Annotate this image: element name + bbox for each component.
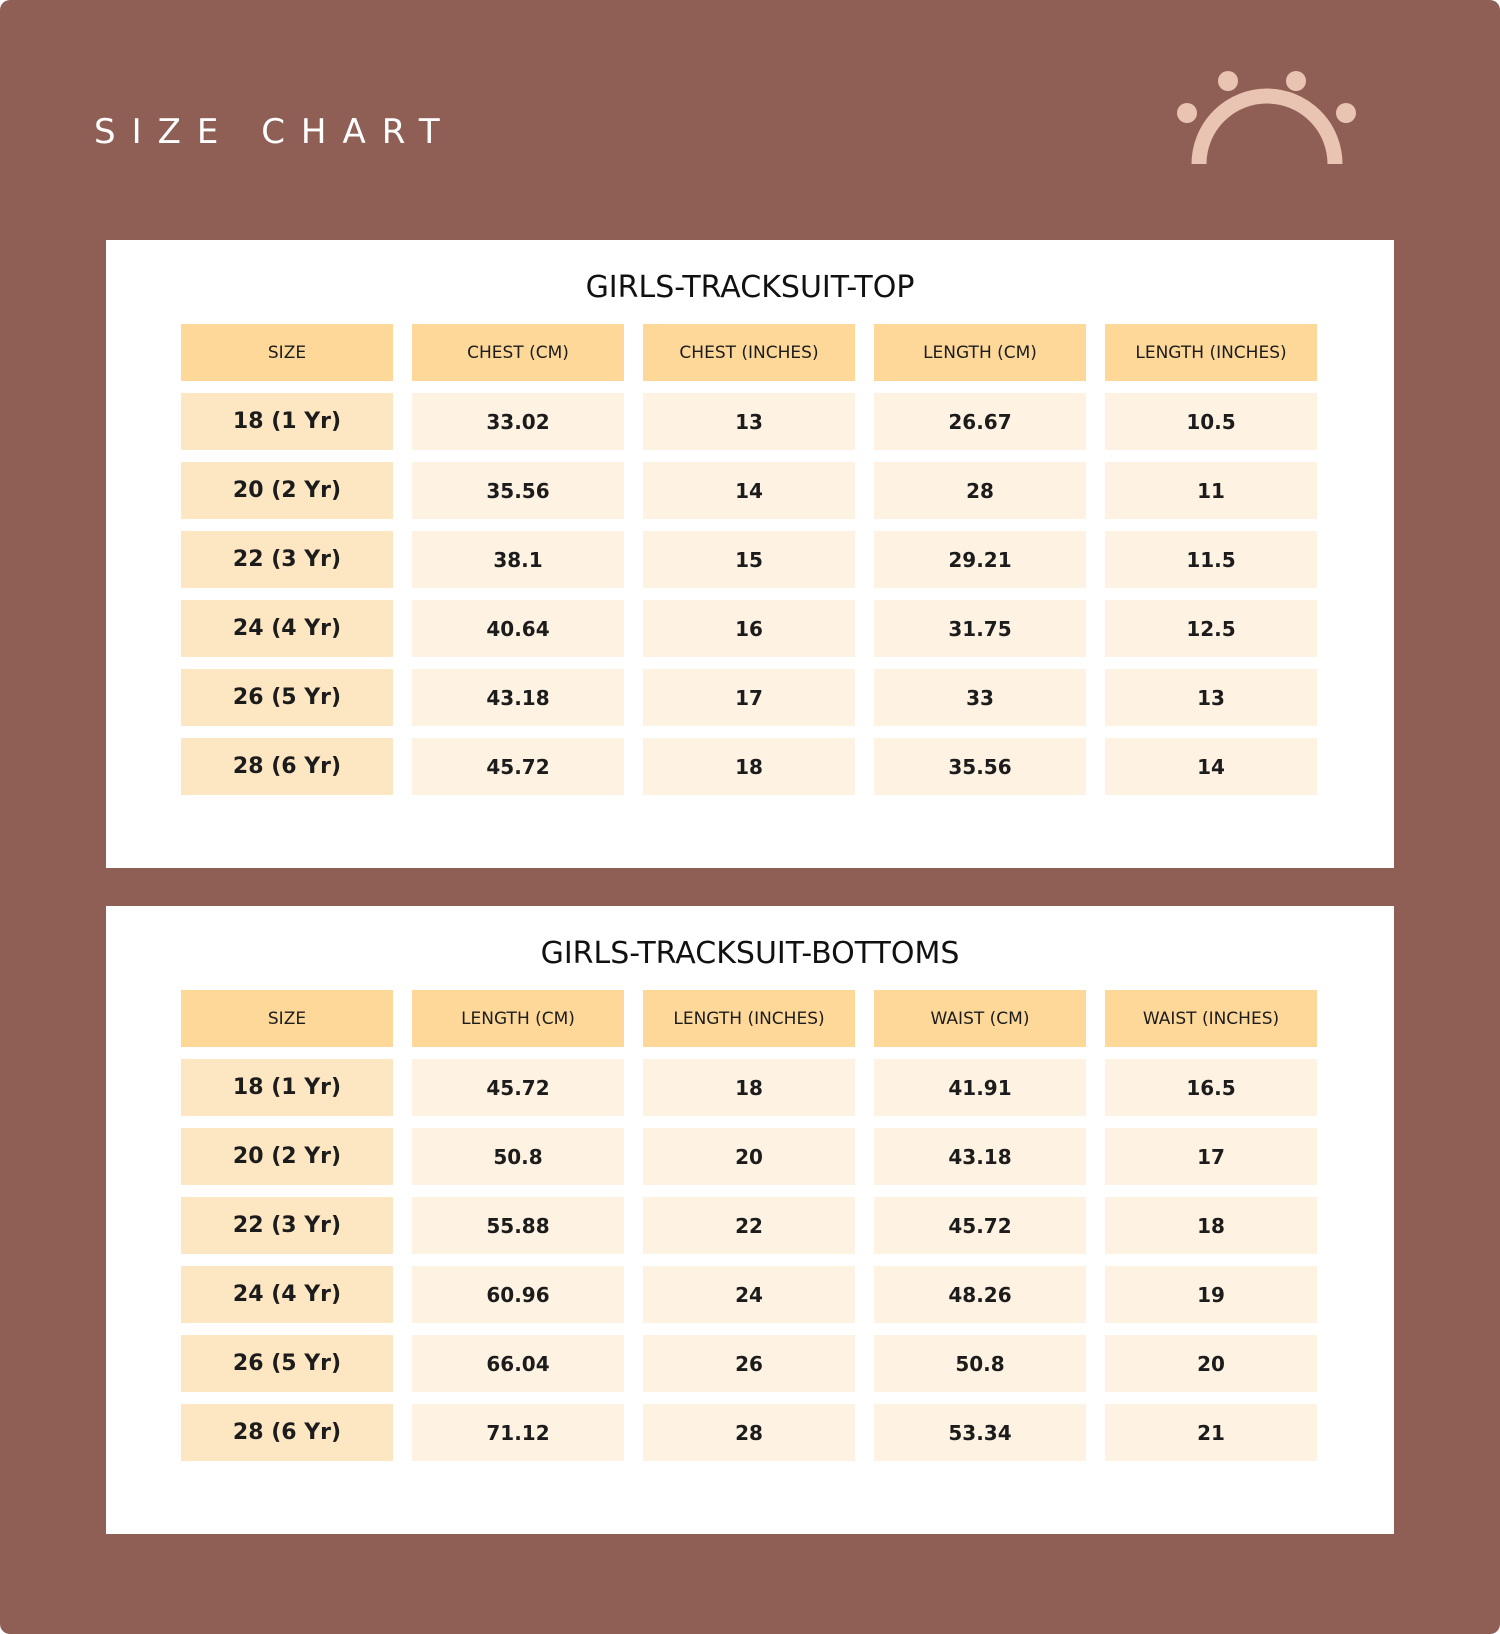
measurement-cell: 11.5 — [1105, 531, 1317, 588]
measurement-cell: 16.5 — [1105, 1059, 1317, 1116]
size-label-cell: 26 (5 Yr) — [181, 1335, 393, 1392]
column-header: CHEST (CM) — [412, 324, 624, 381]
tracksuit-top-title: GIRLS-TRACKSUIT-TOP — [585, 270, 915, 305]
measurement-cell: 60.96 — [412, 1266, 624, 1323]
size-label-cell: 24 (4 Yr) — [181, 1266, 393, 1323]
sun-arc-logo-icon — [1172, 64, 1362, 174]
measurement-cell: 33 — [874, 669, 1086, 726]
size-label-cell: 18 (1 Yr) — [181, 1059, 393, 1116]
size-label-cell: 24 (4 Yr) — [181, 600, 393, 657]
measurement-cell: 26.67 — [874, 393, 1086, 450]
measurement-cell: 20 — [643, 1128, 855, 1185]
size-label-cell: 20 (2 Yr) — [181, 462, 393, 519]
measurement-cell: 33.02 — [412, 393, 624, 450]
measurement-cell: 31.75 — [874, 600, 1086, 657]
measurement-cell: 13 — [1105, 669, 1317, 726]
measurement-cell: 55.88 — [412, 1197, 624, 1254]
measurement-cell: 50.8 — [412, 1128, 624, 1185]
size-label-cell: 20 (2 Yr) — [181, 1128, 393, 1185]
measurement-cell: 11 — [1105, 462, 1317, 519]
tracksuit-bottoms-size-table — [181, 990, 1317, 1461]
page-title: SIZE CHART — [94, 112, 456, 152]
measurement-cell: 45.72 — [412, 1059, 624, 1116]
measurement-cell: 48.26 — [874, 1266, 1086, 1323]
column-header: SIZE — [181, 990, 393, 1047]
measurement-cell: 14 — [643, 462, 855, 519]
measurement-cell: 16 — [643, 600, 855, 657]
column-header: WAIST (INCHES) — [1105, 990, 1317, 1047]
column-header: SIZE — [181, 324, 393, 381]
measurement-cell: 35.56 — [874, 738, 1086, 795]
measurement-cell: 45.72 — [412, 738, 624, 795]
measurement-cell: 15 — [643, 531, 855, 588]
measurement-cell: 14 — [1105, 738, 1317, 795]
size-label-cell: 28 (6 Yr) — [181, 738, 393, 795]
tracksuit-top-size-table — [181, 324, 1317, 795]
tracksuit-top-panel — [106, 240, 1394, 868]
column-header: LENGTH (INCHES) — [643, 990, 855, 1047]
measurement-cell: 18 — [643, 738, 855, 795]
measurement-cell: 66.04 — [412, 1335, 624, 1392]
measurement-cell: 50.8 — [874, 1335, 1086, 1392]
size-label-cell: 22 (3 Yr) — [181, 531, 393, 588]
measurement-cell: 21 — [1105, 1404, 1317, 1461]
measurement-cell: 20 — [1105, 1335, 1317, 1392]
size-label-cell: 28 (6 Yr) — [181, 1404, 393, 1461]
measurement-cell: 29.21 — [874, 531, 1086, 588]
tracksuit-bottoms-panel — [106, 906, 1394, 1534]
measurement-cell: 17 — [1105, 1128, 1317, 1185]
measurement-cell: 18 — [643, 1059, 855, 1116]
tracksuit-bottoms-title: GIRLS-TRACKSUIT-BOTTOMS — [540, 936, 960, 971]
measurement-cell: 13 — [643, 393, 855, 450]
measurement-cell: 45.72 — [874, 1197, 1086, 1254]
measurement-cell: 18 — [1105, 1197, 1317, 1254]
measurement-cell: 10.5 — [1105, 393, 1317, 450]
measurement-cell: 35.56 — [412, 462, 624, 519]
measurement-cell: 12.5 — [1105, 600, 1317, 657]
size-label-cell: 22 (3 Yr) — [181, 1197, 393, 1254]
measurement-cell: 41.91 — [874, 1059, 1086, 1116]
column-header: LENGTH (CM) — [412, 990, 624, 1047]
measurement-cell: 43.18 — [412, 669, 624, 726]
column-header: LENGTH (CM) — [874, 324, 1086, 381]
measurement-cell: 19 — [1105, 1266, 1317, 1323]
column-header: LENGTH (INCHES) — [1105, 324, 1317, 381]
column-header: CHEST (INCHES) — [643, 324, 855, 381]
measurement-cell: 38.1 — [412, 531, 624, 588]
measurement-cell: 26 — [643, 1335, 855, 1392]
column-header: WAIST (CM) — [874, 990, 1086, 1047]
measurement-cell: 17 — [643, 669, 855, 726]
measurement-cell: 53.34 — [874, 1404, 1086, 1461]
measurement-cell: 71.12 — [412, 1404, 624, 1461]
measurement-cell: 28 — [874, 462, 1086, 519]
measurement-cell: 40.64 — [412, 600, 624, 657]
size-label-cell: 26 (5 Yr) — [181, 669, 393, 726]
size-label-cell: 18 (1 Yr) — [181, 393, 393, 450]
measurement-cell: 28 — [643, 1404, 855, 1461]
measurement-cell: 43.18 — [874, 1128, 1086, 1185]
measurement-cell: 22 — [643, 1197, 855, 1254]
measurement-cell: 24 — [643, 1266, 855, 1323]
